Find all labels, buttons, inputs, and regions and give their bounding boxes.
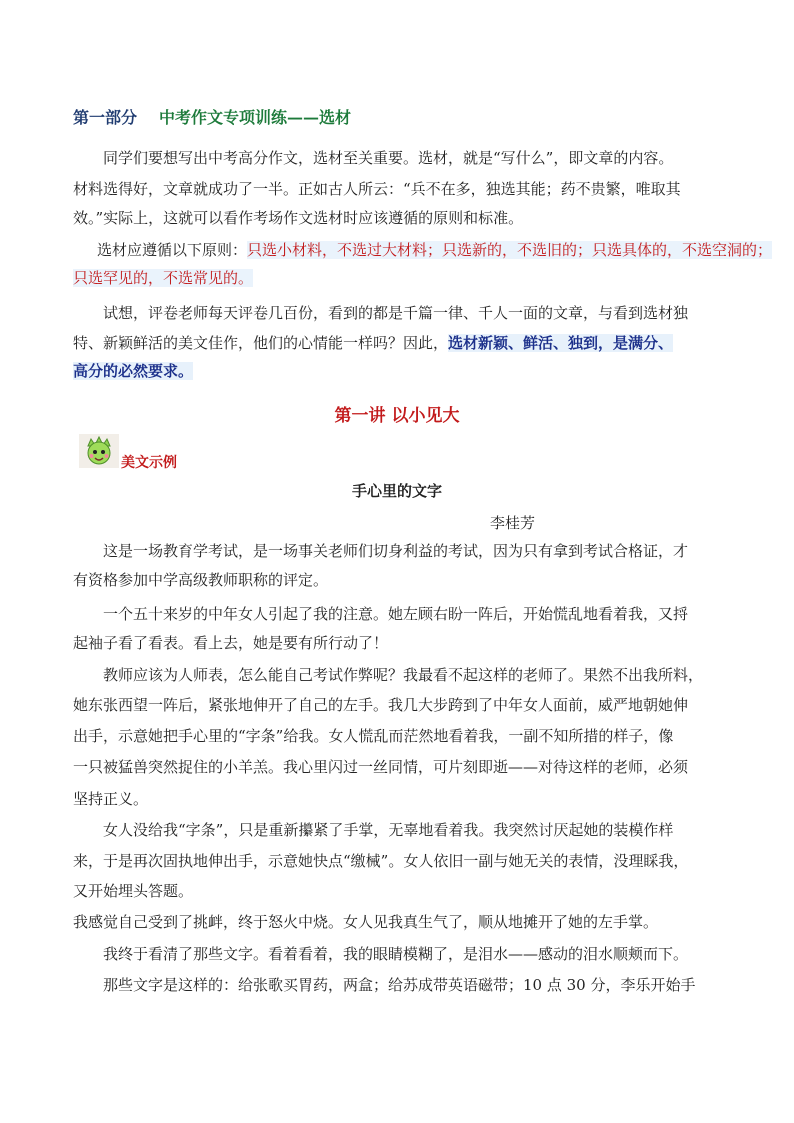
lecture-title: 第一讲 以小见大	[334, 406, 460, 426]
principles-highlight-1: 只选小材料，不选过大材料；只选新的，不选旧的；只选具体的，不选空洞的；	[247, 241, 773, 259]
part-heading	[73, 108, 351, 128]
intro-paragraph-1-line-2: 材料选得好，文章就成功了一半。正如古人所云：“兵不在多，独选其能；药不贵繁，唯取其	[73, 180, 681, 198]
paragraph-3-text: 特、新颖鲜活的美文佳作，他们的心情能一样吗？因此，	[73, 334, 449, 352]
article-line: 起袖子看了看表。看上去，她是要有所行动了！	[73, 634, 389, 652]
article-line: 又开始埋头答题。	[73, 882, 194, 900]
intro-paragraph-1-line-1: 同学们要想写出中考高分作文，选材至关重要。选材，就是“写什么”，即文章的内容。	[103, 149, 674, 167]
cartoon-mascot-icon	[79, 434, 119, 468]
principles-line-1	[97, 240, 772, 260]
article-line: 那些文字是这样的：给张歌买胃药，两盒；给苏成带英语磁带；10 点 30 分，李乐开始手	[103, 976, 696, 994]
part-topic: 中考作文专项训练——选材	[159, 108, 352, 127]
article-line: 来，于是再次固执地伸出手，示意她快点“缴械”。女人依旧一副与她无关的表情，没理睬我，	[73, 852, 689, 870]
article-line: 我感觉自己受到了挑衅，终于怒火中烧。女人见我真生气了，顺从地摊开了她的左手掌。	[73, 913, 659, 931]
key-requirement-highlight-1: 选材新颖、鲜活、独到，是满分、	[448, 334, 674, 352]
article-line: 一个五十来岁的中年女人引起了我的注意。她左顾右盼一阵后，开始慌乱地看着我，又捋	[103, 605, 689, 623]
article-line: 一只被猛兽突然捉住的小羊羔。我心里闪过一丝同情，可片刻即逝——对待这样的老师，必须	[73, 758, 689, 776]
intro-paragraph-1-line-3: 效。”实际上，这就可以看作考场作文选材时应该遵循的原则和标准。	[73, 209, 524, 227]
intro-paragraph-3-line-3	[73, 361, 193, 381]
article-title: 手心里的文字	[351, 482, 442, 500]
intro-paragraph-3-line-2	[73, 333, 673, 353]
article-line: 她东张西望一阵后，紧张地伸开了自己的左手。我几大步跨到了中年女人面前，威严地朝她伸	[73, 696, 689, 714]
article-line: 女人没给我“字条”，只是重新攥紧了手掌，无辜地看着我。我突然讨厌起她的装模作样	[103, 821, 674, 839]
principles-highlight-2: 只选罕见的，不选常见的。	[73, 269, 254, 287]
article-line: 出手，示意她把手心里的“字条”给我。女人慌乱而茫然地看着我，一副不知所措的样子，像	[73, 727, 674, 745]
article-line: 有资格参加中学高级教师职称的评定。	[73, 571, 329, 589]
article-line: 我终于看清了那些文字。看着看着，我的眼睛模糊了，是泪水——感动的泪水顺颊而下。	[103, 945, 689, 963]
key-requirement-highlight-2: 高分的必然要求。	[73, 362, 194, 380]
article-line: 坚持正义。	[73, 790, 149, 808]
principles-line-2	[73, 268, 253, 288]
article-line: 这是一场教育学考试，是一场事关老师们切身利益的考试，因为只有拿到考试合格证，才	[103, 542, 689, 560]
intro-paragraph-3-line-1: 试想，评卷老师每天评卷几百份，看到的都是千篇一律、千人一面的文章，与看到选材独	[103, 304, 689, 322]
example-label: 美文示例	[121, 455, 177, 471]
part-label: 第一部分	[73, 108, 138, 127]
article-author: 李桂芳	[490, 514, 536, 532]
article-line: 教师应该为人师表，怎么能自己考试作弊呢？我最看不起这样的老师了。果然不出我所料，	[103, 666, 704, 684]
principles-prefix: 选材应遵循以下原则：	[97, 241, 248, 259]
